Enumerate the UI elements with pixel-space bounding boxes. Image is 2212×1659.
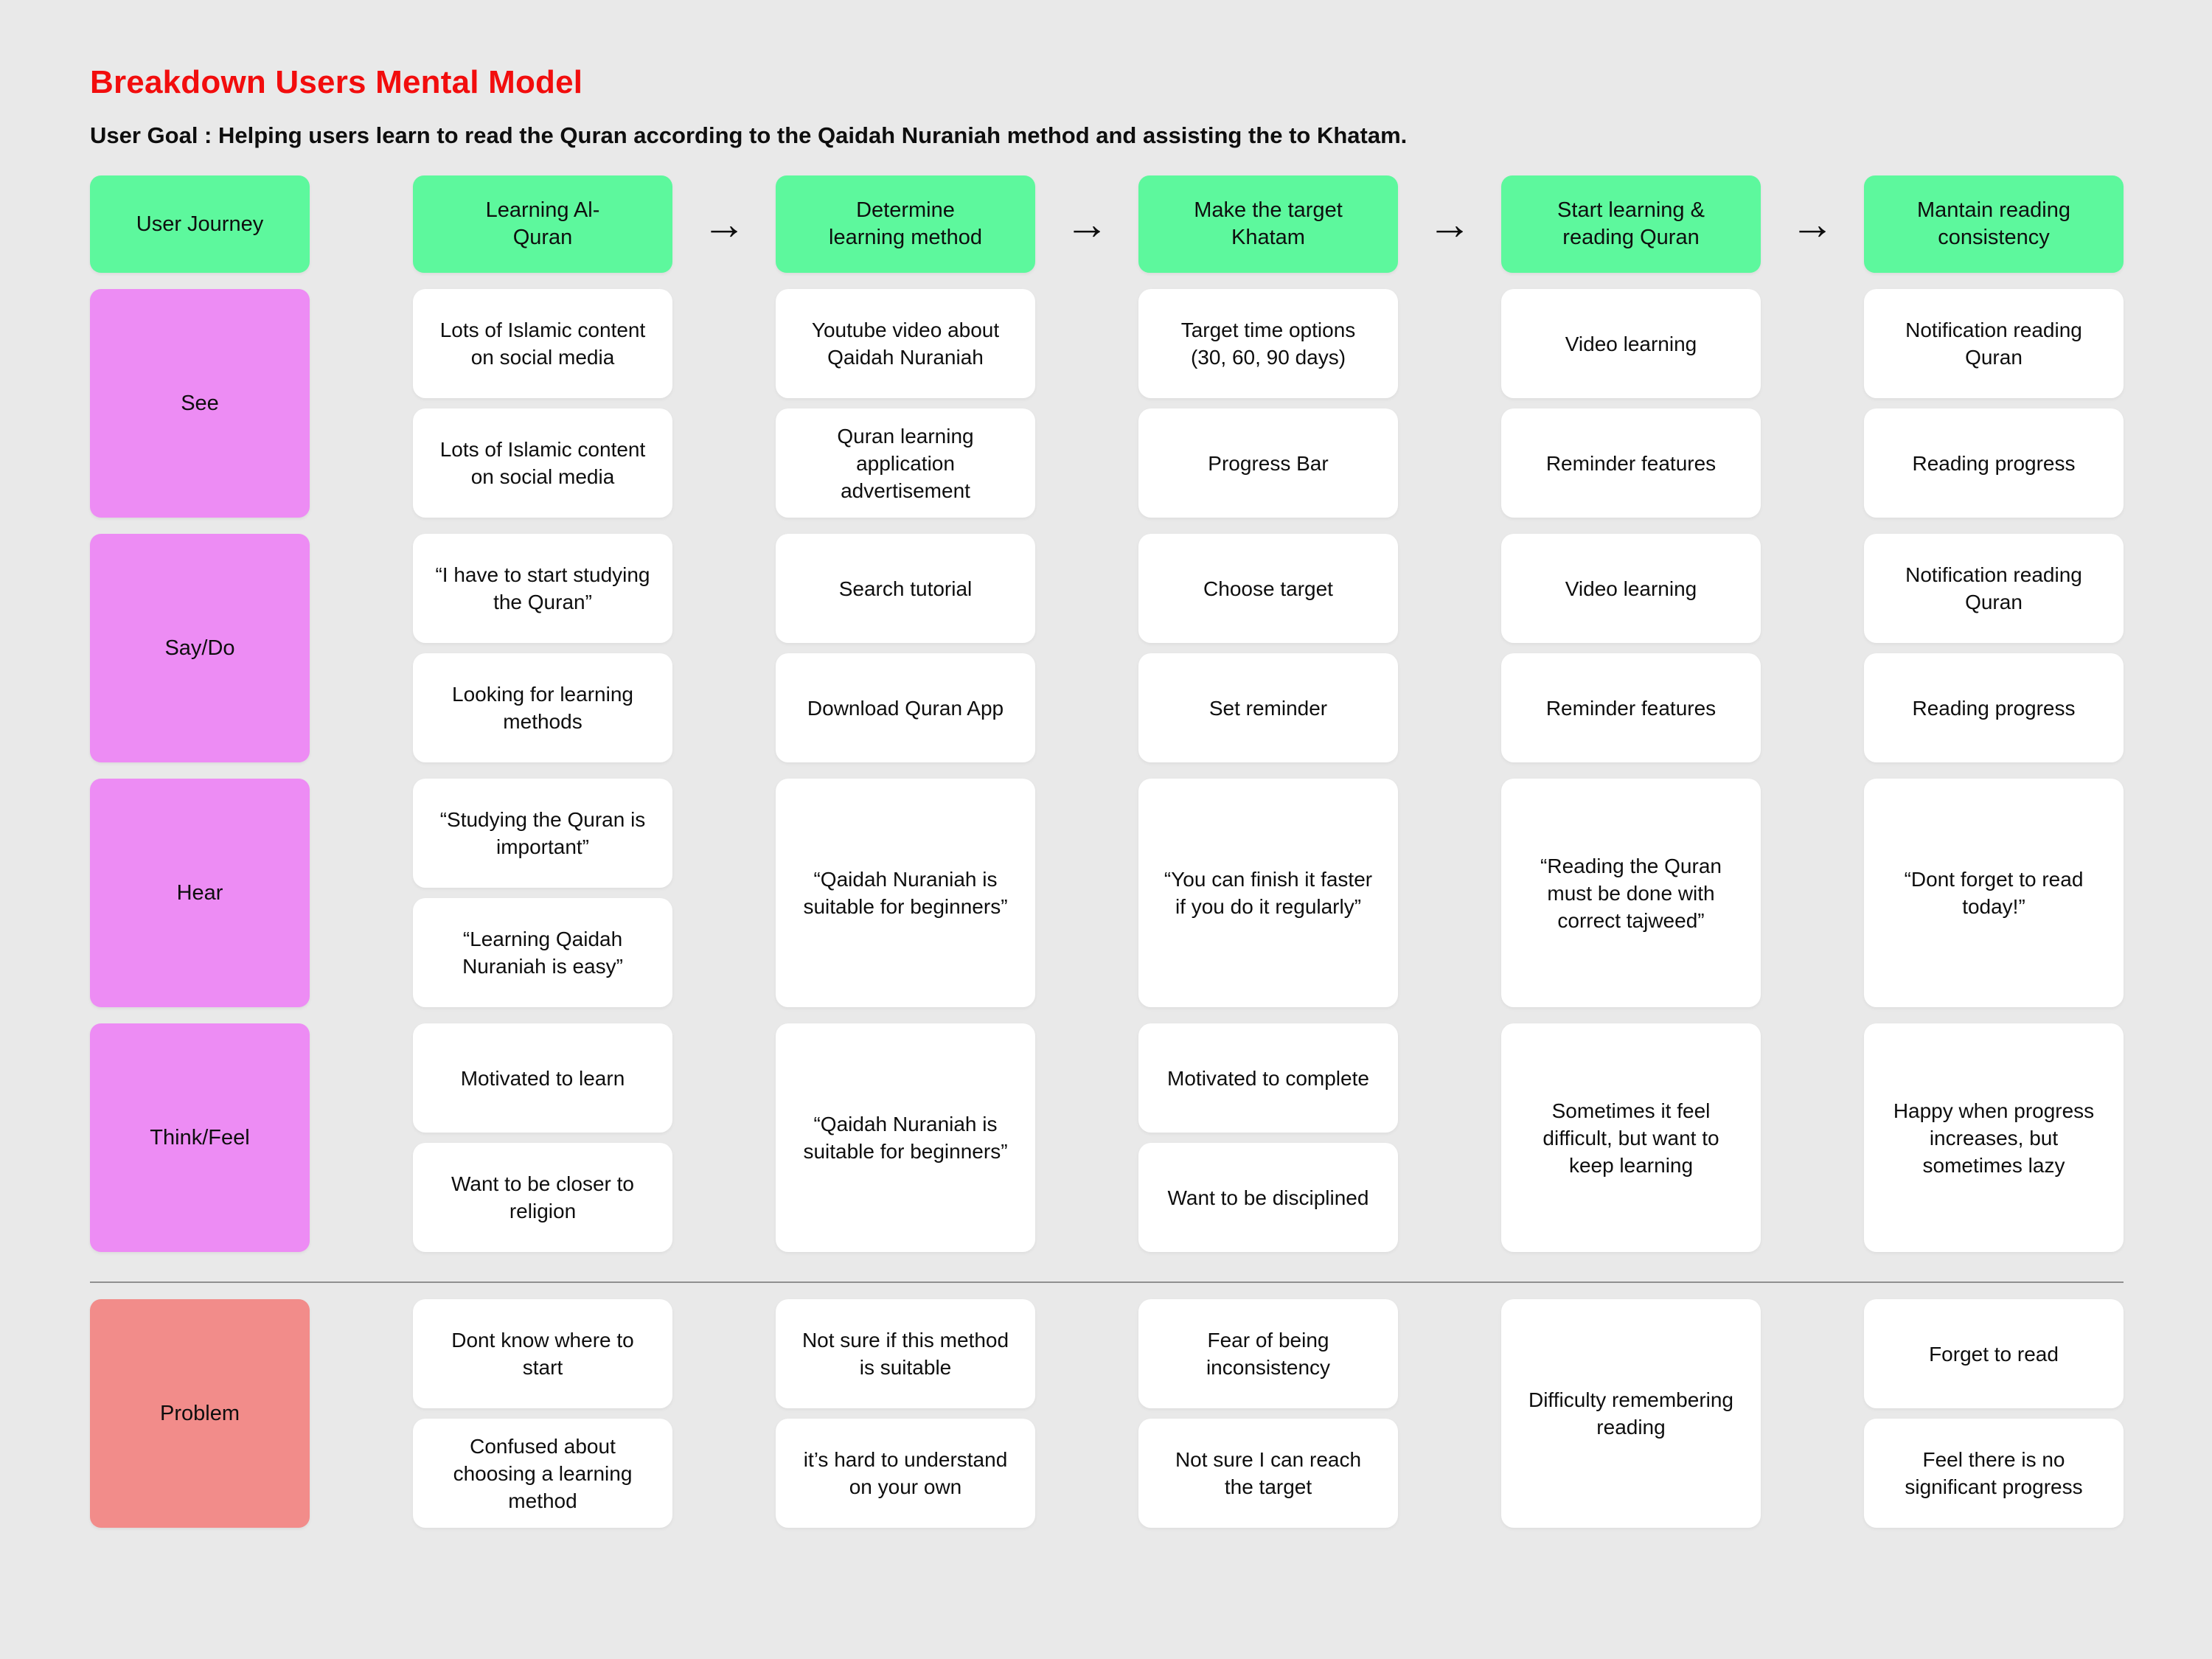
journey-header-row [90, 175, 2124, 273]
arrow-right-icon: → [1790, 199, 1834, 249]
row-label-say-do: Say/Do [90, 534, 310, 762]
journey-cell [1501, 534, 1761, 762]
arrow-right-icon: → [1427, 199, 1472, 249]
journey-cell [776, 289, 1035, 518]
note-card: “Studying the Quran is important” [413, 779, 672, 888]
note-card: Set reminder [1138, 653, 1398, 762]
journey-cell [1501, 1023, 1761, 1252]
note-card: “I have to start studying the Quran” [413, 534, 672, 643]
row-label-problem: Problem [90, 1299, 310, 1528]
note-card: Confused about choosing a learning method [413, 1419, 672, 1528]
note-card: “Qaidah Nuraniah is suitable for beginners” [776, 779, 1035, 1007]
note-card: Reading progress [1864, 408, 2124, 518]
note-card: Motivated to learn [413, 1023, 672, 1133]
journey-cell [1138, 534, 1398, 762]
journey-stage-4 [1427, 175, 1761, 273]
journey-cell [1864, 534, 2124, 762]
note-card: Fear of being inconsistency [1138, 1299, 1398, 1408]
row-label-see: See [90, 289, 310, 518]
note-card: “Learning Qaidah Nuraniah is easy” [413, 898, 672, 1007]
note-card: Forget to read [1864, 1299, 2124, 1408]
journey-cell [1138, 1299, 1398, 1528]
stage-label: User Journey [136, 212, 264, 236]
journey-cell [413, 779, 672, 1007]
note-card: Notification reading Quran [1864, 289, 2124, 398]
note-card: “Qaidah Nuraniah is suitable for beginners” [776, 1023, 1035, 1252]
journey-cell [1864, 779, 2124, 1007]
row-label-think-feel: Think/Feel [90, 1023, 310, 1252]
note-card: Reminder features [1501, 408, 1761, 518]
journey-cell [1864, 1299, 2124, 1528]
note-card: Want to be disciplined [1138, 1143, 1398, 1252]
note-card: Video learning [1501, 289, 1761, 398]
stage-label: Determine learning method [829, 198, 982, 250]
note-card: Dont know where to start [413, 1299, 672, 1408]
journey-stage-3 [1065, 175, 1398, 273]
journey-stage-2 [702, 175, 1035, 273]
journey-cell [776, 534, 1035, 762]
note-card: Lots of Islamic content on social media [413, 408, 672, 518]
note-card: Search tutorial [776, 534, 1035, 643]
journey-cell [1501, 779, 1761, 1007]
stage-label: Learning Al-Quran [485, 198, 600, 250]
journey-cell [776, 1023, 1035, 1252]
journey-row-think-feel [90, 1023, 2124, 1252]
note-card: Video learning [1501, 534, 1761, 643]
journey-row-say-do [90, 534, 2124, 762]
page-title: Breakdown Users Mental Model [90, 64, 583, 100]
arrow-right-icon: → [1065, 199, 1109, 249]
journey-cell [1138, 289, 1398, 518]
journey-cell [1138, 779, 1398, 1007]
row-label-hear: Hear [90, 779, 310, 1007]
note-card: Quran learning application advertisement [776, 408, 1035, 518]
note-card: Youtube video about Qaidah Nuraniah [776, 289, 1035, 398]
stage-label: Start learning & reading Quran [1557, 198, 1705, 250]
note-card: Choose target [1138, 534, 1398, 643]
note-card: Target time options (30, 60, 90 days) [1138, 289, 1398, 398]
note-card: Want to be closer to religion [413, 1143, 672, 1252]
stage-label: Mantain reading consistency [1917, 198, 2070, 250]
note-card: Progress Bar [1138, 408, 1398, 518]
note-card: Happy when progress increases, but sometimes lazy [1864, 1023, 2124, 1252]
note-card: Notification reading Quran [1864, 534, 2124, 643]
section-divider [90, 1281, 2124, 1283]
note-card: “Dont forget to read today!” [1864, 779, 2124, 1007]
note-card: Lots of Islamic content on social media [413, 289, 672, 398]
journey-row-see [90, 289, 2124, 518]
note-card: “Reading the Quran must be done with correct tajweed” [1501, 779, 1761, 1007]
note-card: “You can finish it faster if you do it regularly” [1138, 779, 1398, 1007]
note-card: Sometimes it feel difficult, but want to keep learning [1501, 1023, 1761, 1252]
journey-cell [1864, 1023, 2124, 1252]
note-card: Looking for learning methods [413, 653, 672, 762]
journey-cell [776, 1299, 1035, 1528]
journey-cell [776, 779, 1035, 1007]
note-card: Not sure if this method is suitable [776, 1299, 1035, 1408]
journey-row-problem [90, 1299, 2124, 1528]
journey-cell [1501, 1299, 1761, 1528]
note-card: Difficulty remembering reading [1501, 1299, 1761, 1528]
journey-cell [413, 1023, 672, 1252]
note-card: Reading progress [1864, 653, 2124, 762]
journey-cell [413, 1299, 672, 1528]
journey-cell [413, 289, 672, 518]
arrow-right-icon: → [702, 199, 746, 249]
note-card: Motivated to complete [1138, 1023, 1398, 1133]
note-card: Download Quran App [776, 653, 1035, 762]
journey-cell [1501, 289, 1761, 518]
user-journey-label [90, 175, 310, 273]
stage-label: Make the target Khatam [1194, 198, 1343, 250]
note-card: Not sure I can reach the target [1138, 1419, 1398, 1528]
journey-row-hear [90, 779, 2124, 1007]
note-card: it’s hard to understand on your own [776, 1419, 1035, 1528]
journey-stage-5 [1790, 175, 2124, 273]
user-goal-subtitle: User Goal : Helping users learn to read the Quran according to the Qaidah Nuraniah method and assisting the to Khatam. [90, 122, 1408, 149]
journey-cell [1138, 1023, 1398, 1252]
journey-stage-1 [413, 175, 672, 273]
note-card: Feel there is no significant progress [1864, 1419, 2124, 1528]
note-card: Reminder features [1501, 653, 1761, 762]
journey-cell [413, 534, 672, 762]
journey-rows [90, 289, 2124, 1528]
journey-cell [1864, 289, 2124, 518]
